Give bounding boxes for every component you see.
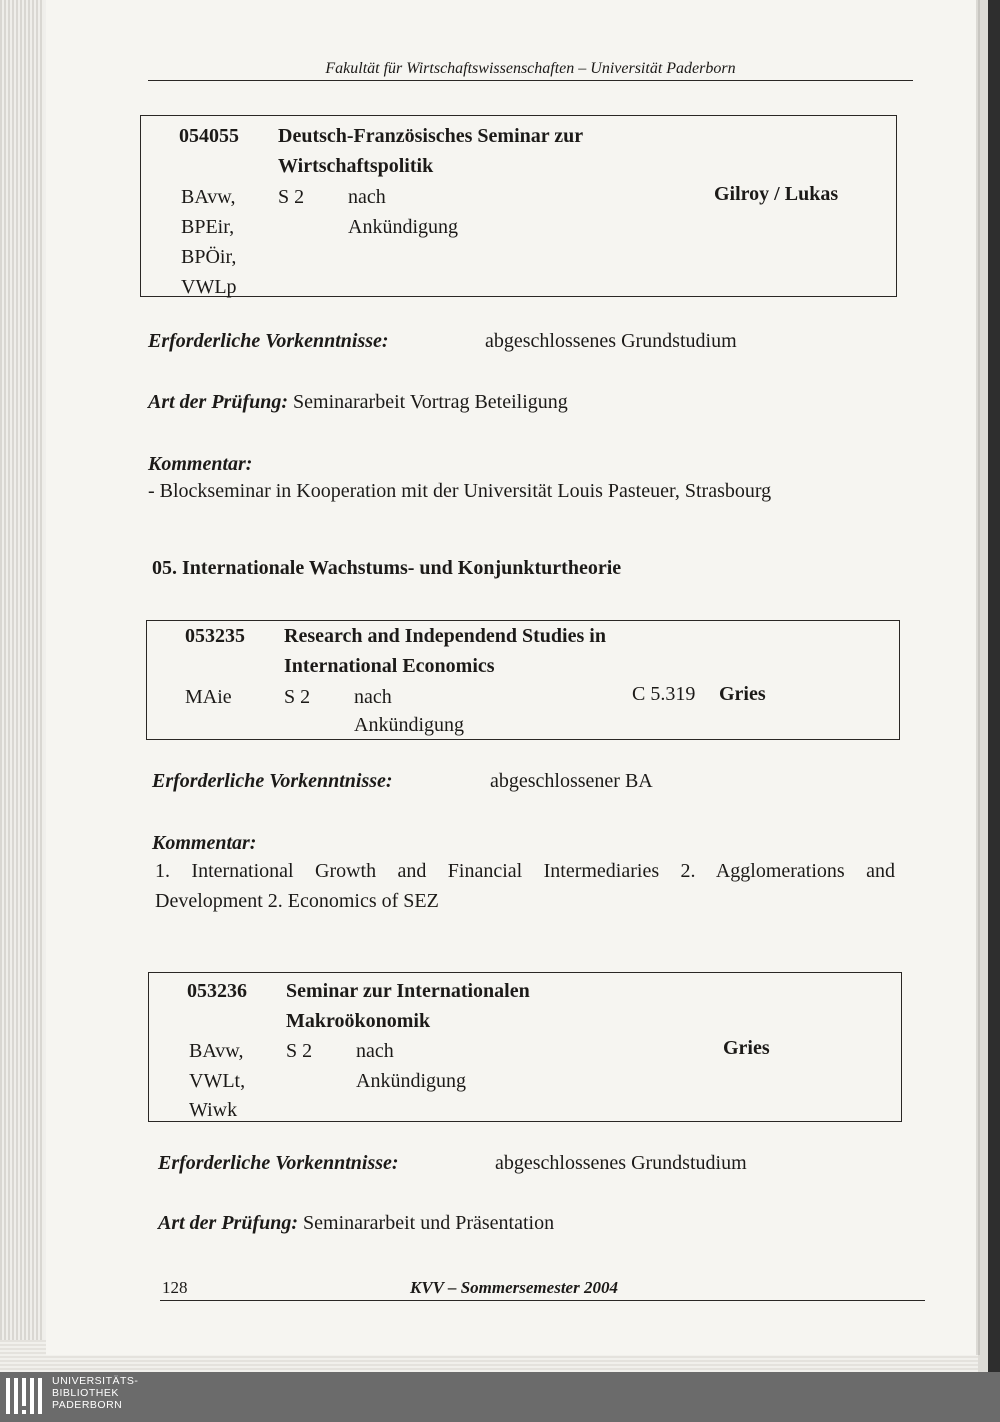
library-logo-icon	[6, 1378, 44, 1416]
section-heading: 05. Internationale Wachstums- und Konjunkturtheorie	[152, 557, 622, 579]
course-type: S 2	[286, 1040, 313, 1062]
course-title: Seminar zur Internationalen	[286, 980, 530, 1002]
program-code: Wiwk	[189, 1099, 238, 1121]
program-code: BAvw,	[189, 1040, 244, 1062]
comment-text: - Blockseminar in Kooperation mit der Universität Louis Pasteuer, Strasbourg	[148, 480, 772, 502]
course-title-line2: International Economics	[284, 655, 495, 677]
schedule: nach	[348, 186, 386, 208]
comment-text: 1. International Growth and Financial Intermediaries 2. Agglomerations and	[155, 860, 895, 882]
exam-label: Art der Prüfung:	[148, 391, 289, 413]
prereq-value: abgeschlossenes Grundstudium	[495, 1152, 747, 1174]
schedule: nach	[354, 686, 392, 708]
running-header: Fakultät für Wirtschaftswissenschaften – Universität Paderborn	[148, 60, 913, 81]
course-box-053235	[146, 620, 900, 740]
program-code: VWLp	[181, 276, 237, 298]
exam-row	[158, 1212, 554, 1235]
course-number: 053235	[185, 625, 245, 647]
course-title-line2: Wirtschaftspolitik	[278, 155, 434, 177]
library-name-line3: PADERBORN	[52, 1399, 123, 1411]
prereq-value: abgeschlossenes Grundstudium	[485, 330, 737, 352]
course-type: S 2	[278, 186, 305, 208]
program-code: BAvw,	[181, 186, 236, 208]
program-code: MAie	[185, 686, 232, 708]
lecturer: Gries	[723, 1037, 770, 1059]
schedule: nach	[356, 1040, 394, 1062]
schedule-line2: Ankündigung	[354, 714, 464, 736]
comment-text-line2: Development 2. Economics of SEZ	[155, 890, 439, 912]
footer-title: KVV – Sommersemester 2004	[410, 1278, 618, 1297]
course-box-054055	[140, 115, 897, 297]
comment-label: Kommentar:	[148, 453, 253, 475]
comment-label: Kommentar:	[152, 832, 257, 854]
page-number: 128	[162, 1278, 188, 1297]
prereq-row	[152, 770, 393, 793]
library-name-line2: BIBLIOTHEK	[52, 1387, 119, 1399]
course-box-053236	[148, 972, 902, 1122]
book-edge-right	[978, 0, 1000, 1372]
prereq-row	[148, 330, 389, 353]
program-code: BPEir,	[181, 216, 235, 238]
page-footer	[160, 1278, 925, 1301]
course-title: Research and Independend Studies in	[284, 625, 606, 647]
page-stack-left	[0, 0, 44, 1372]
prereq-label: Erforderliche Vorkenntnisse:	[148, 330, 389, 352]
exam-row	[148, 391, 568, 414]
lecturer: Gilroy / Lukas	[714, 183, 839, 205]
library-name	[52, 1375, 138, 1411]
course-number: 053236	[187, 980, 247, 1002]
library-name-line1: UNIVERSITÄTS-	[52, 1375, 139, 1387]
program-code: BPÖir,	[181, 246, 237, 268]
exam-label: Art der Prüfung:	[158, 1212, 299, 1234]
prereq-label: Erforderliche Vorkenntnisse:	[152, 770, 393, 792]
course-title-line2: Makroökonomik	[286, 1010, 431, 1032]
lecturer: Gries	[719, 683, 766, 705]
room: C 5.319	[632, 683, 696, 705]
schedule-line2: Ankündigung	[348, 216, 458, 238]
course-type: S 2	[284, 686, 311, 708]
prereq-value: abgeschlossener BA	[490, 770, 653, 792]
library-banner	[0, 1372, 1000, 1422]
program-code: VWLt,	[189, 1070, 246, 1092]
prereq-label: Erforderliche Vorkenntnisse:	[158, 1152, 399, 1174]
exam-value: Seminararbeit und Präsentation	[303, 1212, 555, 1234]
course-title: Deutsch-Französisches Seminar zur	[278, 125, 584, 147]
course-number: 054055	[179, 125, 239, 147]
schedule-line2: Ankündigung	[356, 1070, 466, 1092]
exam-value: Seminararbeit Vortrag Beteiligung	[293, 391, 568, 413]
prereq-row	[158, 1152, 399, 1175]
